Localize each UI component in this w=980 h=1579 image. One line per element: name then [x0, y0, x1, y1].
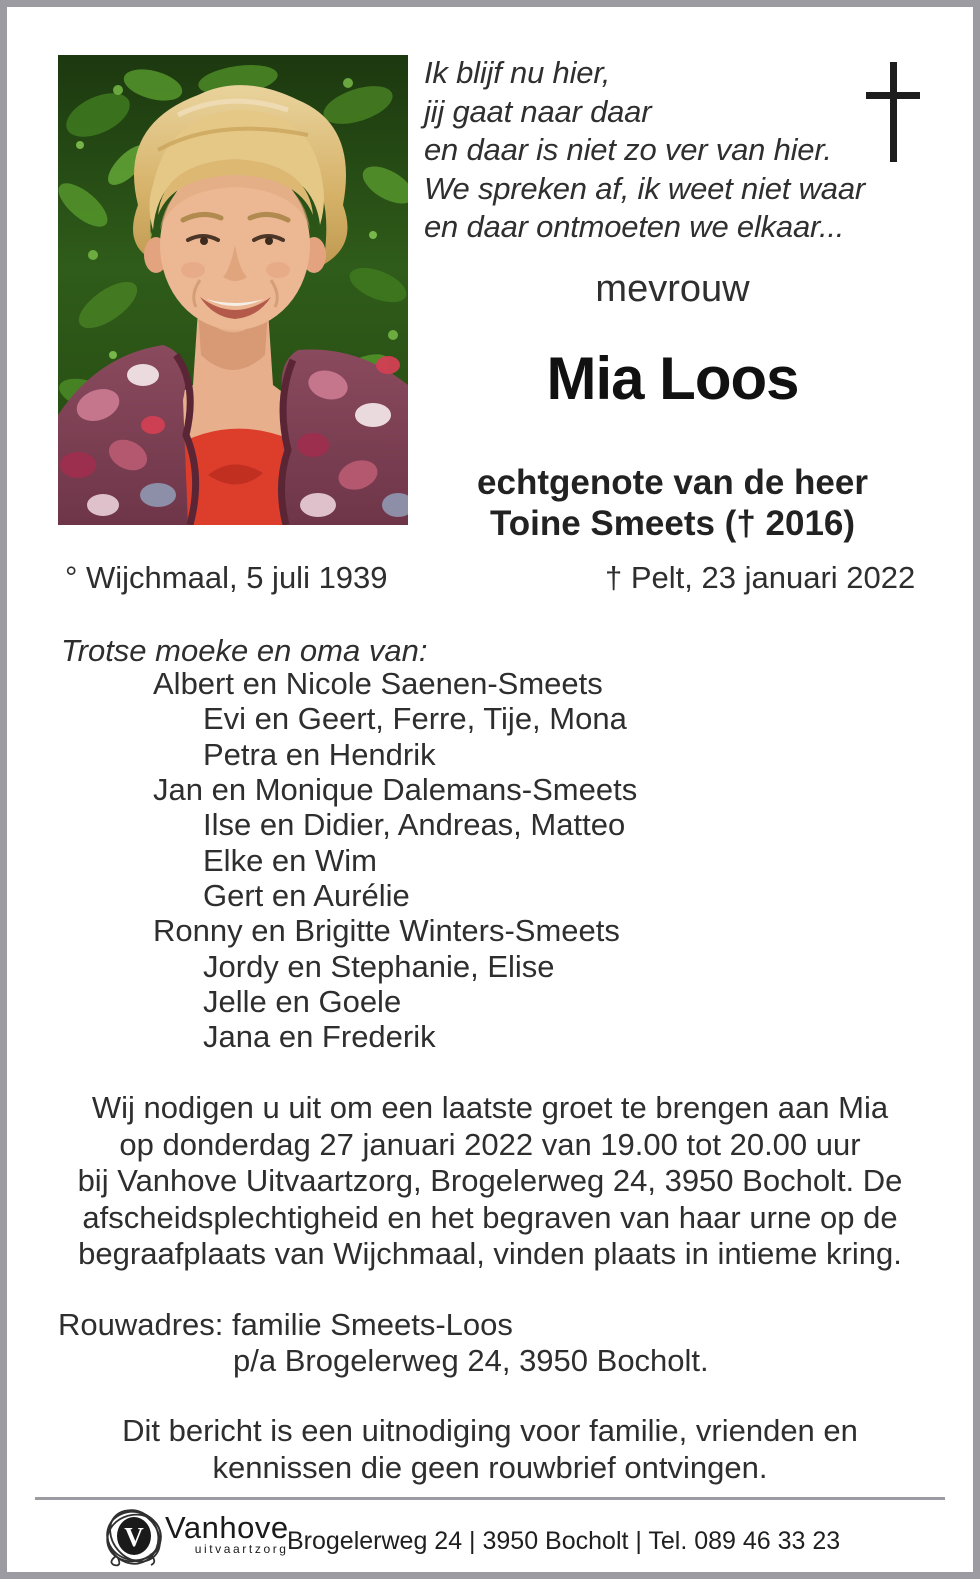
relation-line: Toine Smeets († 2016): [489, 504, 856, 543]
relation-line: echtgenote van de heer: [477, 463, 868, 502]
invitation-line: Wij nodigen u uit om een laatste groet te brengen aan Mia: [91, 1090, 889, 1125]
family-intro: Trotse moeke en oma van:: [61, 633, 428, 668]
family-member: Gert en Aurélie: [203, 877, 410, 913]
family-member: Jelle en Goele: [203, 983, 402, 1019]
brand: [165, 1510, 289, 1556]
relation: [425, 462, 920, 544]
footer-address: Brogelerweg 24 | 3950 Bocholt | Tel. 089 46 33 23: [287, 1527, 841, 1555]
mourning-address-line1: Rouwadres: familie Smeets-Loos: [58, 1307, 513, 1342]
footer-separator: [35, 1497, 945, 1500]
poem-line: en daar ontmoeten we elkaar...: [424, 209, 845, 245]
salutation: mevrouw: [595, 268, 750, 310]
poem-line: en daar is niet zo ver van hier.: [424, 132, 832, 168]
birth-date: ° Wijchmaal, 5 juli 1939: [65, 560, 388, 595]
poem: [424, 54, 865, 247]
family-member: Jan en Monique Dalemans-Smeets: [153, 771, 638, 807]
invitation-line: op donderdag 27 januari 2022 van 19.00 tot 20.00 uur: [119, 1126, 861, 1162]
invitation-line: bij Vanhove Uitvaartzorg, Brogelerweg 24, 3950 Bocholt. De: [77, 1163, 903, 1198]
family-member: Elke en Wim: [203, 842, 377, 878]
invitation-line: afscheidsplechtigheid en het begraven van haar urne op de: [82, 1199, 898, 1235]
family-member: Jordy en Stephanie, Elise: [203, 948, 555, 984]
family-member: Jana en Frederik: [203, 1019, 436, 1055]
cross-icon: [866, 62, 920, 167]
portrait-photo-image: [58, 55, 408, 525]
notice: [7, 1413, 973, 1486]
invitation: [7, 1090, 973, 1273]
family-member: Albert en Nicole Saenen-Smeets: [153, 666, 603, 701]
death-date: † Pelt, 23 januari 2022: [605, 560, 916, 595]
mourning-address-line2: p/a Brogelerweg 24, 3950 Bocholt.: [233, 1343, 709, 1378]
family-member: Evi en Geert, Ferre, Tije, Mona: [203, 701, 627, 737]
poem-line: We spreken af, ik weet niet waar: [424, 170, 866, 206]
family-member: Petra en Hendrik: [203, 736, 436, 772]
family-member: Ilse en Didier, Andreas, Matteo: [203, 807, 626, 843]
family-list: [7, 666, 973, 1055]
deceased-name: Mia Loos: [546, 345, 799, 412]
notice-line: Dit bericht is een uitnodiging voor familie, vrienden en: [122, 1413, 858, 1448]
logo-letter: V: [124, 1522, 144, 1552]
poem-line: Ik blijf nu hier,: [424, 55, 611, 90]
invitation-line: begraafplaats van Wijchmaal, vinden plaats in intieme kring.: [78, 1236, 902, 1271]
poem-line: jij gaat naar daar: [424, 93, 652, 129]
brand-name: Vanhove: [165, 1510, 289, 1545]
vanhove-logo-icon: [104, 1506, 164, 1573]
notice-line: kennissen die geen rouwbrief ontvingen.: [212, 1449, 768, 1485]
portrait-photo: [58, 55, 408, 525]
brand-subtitle: uitvaartzorg: [194, 1542, 289, 1556]
family-member: Ronny en Brigitte Winters-Smeets: [153, 913, 620, 949]
